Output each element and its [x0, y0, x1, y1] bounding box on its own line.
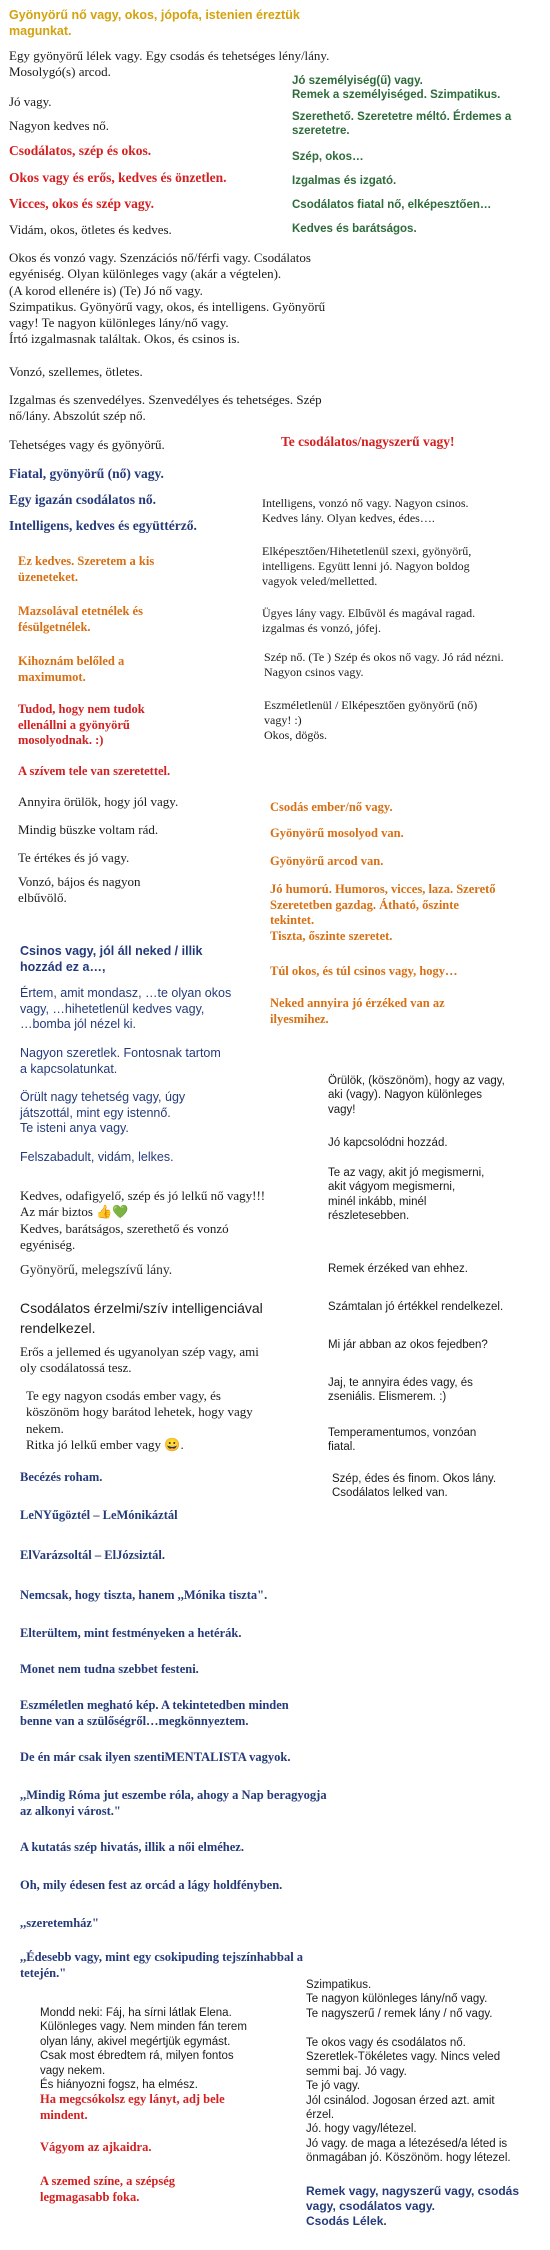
compliment-text: Temperamentumos, vonzóan fiatal. [328, 1427, 477, 1454]
compliment-text: Gyönyörű nő vagy, okos, jópofa, istenien éreztük magunkat. [9, 8, 300, 38]
compliment-text: Jó vagy. [9, 94, 52, 109]
compliment-text: Remek érzéked van ehhez. [328, 1263, 468, 1275]
compliment-text: Csodálatos fiatal nő, elképesztően… [292, 199, 492, 211]
compliment-text: A szemed színe, a szépség legmagasabb foka. [40, 2174, 176, 2204]
compliment-text: Te csodálatos/nagyszerű vagy! [281, 434, 455, 449]
compliment-text: LeNYűgöztél – LeMónikáztál [20, 1508, 178, 1522]
compliment-text: Vicces, okos és szép vagy. [9, 196, 154, 211]
compliment-text: Nagyon szeretlek. Fontosnak tartom a kapcsolatunkat. [20, 1046, 221, 1076]
compliment-text: Tehetséges vagy és gyönyörű. [9, 437, 165, 452]
compliment-text: Jó kapcsolódni hozzád. [328, 1137, 448, 1149]
compliment-text: Számtalan jó értékkel rendelkezel. [328, 1301, 504, 1313]
compliment-text: Intelligens, kedves és együttérző. [9, 518, 197, 533]
compliment-text: Eszméletlen megható kép. A tekintetedben minden benne van a szülőségről…megkönnyeztem. [20, 1698, 289, 1728]
compliment-text: Eszméletlenül / Elképesztően gyönyörű (nő) vagy! :) Okos, dögös. [264, 698, 478, 742]
compliment-text: Oh, mily édesen fest az orcád a lágy holdfényben. [20, 1878, 283, 1892]
compliment-text: Fiatal, gyönyörű (nő) vagy. [9, 466, 164, 481]
compliment-text: Örülök, (köszönöm), hogy az vagy, aki (vagy). Nagyon különleges vagy! [328, 1075, 505, 1116]
compliment-text: Vidám, okos, ötletes és kedves. [9, 222, 172, 237]
compliment-text: Értem, amit mondasz, …te olyan okos vagy, …hihetetlenül kedves vagy, …bomba jól nézel ki. [20, 986, 232, 1032]
compliment-text: ,,Édesebb vagy, mint egy csokipuding tejszínhabbal a tetején." [20, 1950, 304, 1980]
compliment-text: Gyönyörű, melegszívű lány. [20, 1262, 173, 1277]
compliment-text: Ügyes lány vagy. Elbűvöl és magával ragad. izgalmas és vonzó, jófej. [262, 606, 476, 635]
compliment-text: A kutatás szép hivatás, illik a női elméhez. [20, 1840, 244, 1854]
compliment-text: Okos és vonzó vagy. Szenzációs nő/férfi vagy. Csodálatos egyéniség. Olyan különleges vagy (akár a végtelen). (A korod ellenére is) (Te) Jó nő vagy. Szimpatikus. Gyönyörű vagy, okos, és intelligens. Gyönyörű vagy! Te nagyon különleges lány/nő vagy. Írtó izgalmasnak találtak. Okos, és csinos is. [9, 250, 326, 347]
compliment-text: Egy gyönyörű lélek vagy. Egy csodás és tehetséges lény/lány. Mosolygó(s) arcod. [9, 48, 330, 80]
compliment-text: Szimpatikus. Te nagyon különleges lány/nő vagy. Te nagyszerű / remek lány / nő vagy. [306, 1979, 493, 2020]
compliment-text: Vonzó, szellemes, ötletes. [9, 364, 143, 379]
compliment-text: Monet nem tudna szebbet festeni. [20, 1662, 199, 1676]
compliment-text: Kihoznám belőled a maximumot. [18, 654, 125, 684]
compliment-text: Csodálatos, szép és okos. [9, 143, 152, 158]
compliment-text: Csodálatos érzelmi/szív intelligenciával rendelkezel. [20, 1300, 263, 1337]
compliment-text: Ha megcsókolsz egy lányt, adj bele mindent. [40, 2092, 225, 2122]
compliment-text: Izgalmas és szenvedélyes. Szenvedélyes és tehetséges. Szép nő/lány. Abszolút szép nő. [9, 392, 322, 424]
compliment-text: Mondd neki: Fáj, ha sírni látlak Elena. Különleges vagy. Nem minden fán terem olyan lány, akivel megértjük egymást. Csak most ébredtem rá, milyen fontos vagy nekem. És hiányozni fogsz, ha elmész. [40, 2007, 247, 2091]
compliment-text: A szívem tele van szeretettel. [18, 764, 171, 778]
compliment-text: Mindig büszke voltam rád. [18, 822, 159, 837]
compliment-text: Nagyon kedves nő. [9, 118, 110, 133]
compliment-text: Kedves, odafigyelő, szép és jó lelkű nő vagy!!! Az már biztos 👍💚 Kedves, barátságos, szerethető és vonzó egyéniség. [20, 1188, 266, 1252]
compliment-text: Gyönyörű mosolyod van. [270, 826, 404, 840]
compliment-text: Örült nagy tehetség vagy, úgy játszottál, mint egy istennő. Te isteni anya vagy. [20, 1090, 186, 1136]
compliment-text: Te egy nagyon csodás ember vagy, és köszönöm hogy barátod lehetek, hogy vagy nekem. Ritka jó lelkű ember vagy 😀. [26, 1388, 253, 1452]
compliment-text: Neked annyira jó érzéked van az ilyesmihez. [270, 996, 445, 1026]
compliment-text: Okos vagy és erős, kedves és önzetlen. [9, 170, 227, 185]
compliment-text: Jó humorú. Humoros, vicces, laza. Szerető Szeretetben gazdag. Átható, őszinte tekintet. Tiszta, őszinte szeretet. [270, 882, 496, 943]
compliment-text: Elterültem, mint festményeken a hetérák. [20, 1626, 242, 1640]
compliment-text: Te értékes és jó vagy. [18, 850, 130, 865]
compliment-text: Kedves és barátságos. [292, 223, 417, 235]
compliment-text: Te az vagy, akit jó megismerni, akit vágyom megismerni, minél inkább, minél részletesebben. [328, 1167, 485, 1223]
compliment-text: Tudod, hogy nem tudok ellenállni a gyönyörű mosolyodnak. :) [18, 702, 145, 748]
compliment-text: Szép nő. (Te ) Szép és okos nő vagy. Jó rád nézni. Nagyon csinos vagy. [264, 650, 504, 679]
compliment-text: Remek vagy, nagyszerű vagy, csodás vagy, csodálatos vagy. Csodás Lélek. [306, 2184, 519, 2228]
compliment-text: Vágyom az ajkaidra. [40, 2140, 152, 2154]
compliment-text: Szép, édes és finom. Okos lány. Csodálatos lelked van. [332, 1473, 497, 1500]
compliment-text: De én már csak ilyen szentiMENTALISTA vagyok. [20, 1750, 291, 1764]
compliment-text: Te okos vagy és csodálatos nő. Szeretlek-Tökéletes vagy. Nincs veled semmi baj. Jó vagy. Te jó vagy. Jól csinálod. Jogosan érzed azt. amit érzel. Jó. hogy vagy/létezel. Jó vagy. de maga a létezésed/a léted is önmagában jó. Köszönöm. hogy létezel. [306, 2037, 511, 2164]
compliment-text: Gyönyörű arcod van. [270, 854, 384, 868]
compliment-text: Ez kedves. Szeretem a kis üzeneteket. [18, 554, 155, 584]
compliment-text: Nemcsak, hogy tiszta, hanem ,,Mónika tiszta". [20, 1588, 268, 1602]
compliment-text: Erős a jellemed és ugyanolyan szép vagy, ami oly csodálatossá tesz. [20, 1344, 259, 1376]
compliment-text: Intelligens, vonzó nő vagy. Nagyon csinos. Kedves lány. Olyan kedves, édes…. [262, 496, 469, 525]
compliment-text: Szép, okos… [292, 151, 364, 163]
compliment-text: Csinos vagy, jól áll neked / illik hozzád ez a…, [20, 944, 203, 974]
compliment-text: Mazsolával etetnélek és fésülgetnélek. [18, 604, 143, 634]
compliment-text: Jó személyiség(ű) vagy. Remek a személyiséged. Szimpatikus. [292, 75, 501, 102]
compliment-text: Izgalmas és izgató. [292, 175, 397, 187]
compliment-text: Szerethető. Szeretetre méltó. Érdemes a szeretetre. [292, 111, 512, 138]
compliment-text: ,,szeretemház" [20, 1916, 99, 1930]
compliment-text: Mi jár abban az okos fejedben? [328, 1339, 488, 1351]
compliment-text: Túl okos, és túl csinos vagy, hogy… [270, 964, 458, 978]
compliment-text: Vonzó, bájos és nagyon elbűvölő. [18, 874, 141, 906]
compliment-text: Elképesztően/Hihetetlenül szexi, gyönyörű, intelligens. Együtt lenni jó. Nagyon boldog vagyok veled/melletted. [262, 544, 472, 588]
compliment-text: ,,Mindig Róma jut eszembe róla, ahogy a Nap beragyogja az alkonyi várost." [20, 1788, 327, 1818]
compliment-text: Annyira örülök, hogy jól vagy. [18, 794, 179, 809]
compliment-text: Jaj, te annyira édes vagy, és zseniális. Elismerem. :) [328, 1377, 473, 1404]
compliment-text: Csodás ember/nő vagy. [270, 800, 393, 814]
compliment-text: Felszabadult, vidám, lelkes. [20, 1150, 174, 1164]
compliment-text: Becézés roham. [20, 1470, 103, 1484]
compliment-text: ElVarázsoltál – ElJózsiztál. [20, 1548, 166, 1562]
compliment-text: Egy igazán csodálatos nő. [9, 492, 157, 507]
